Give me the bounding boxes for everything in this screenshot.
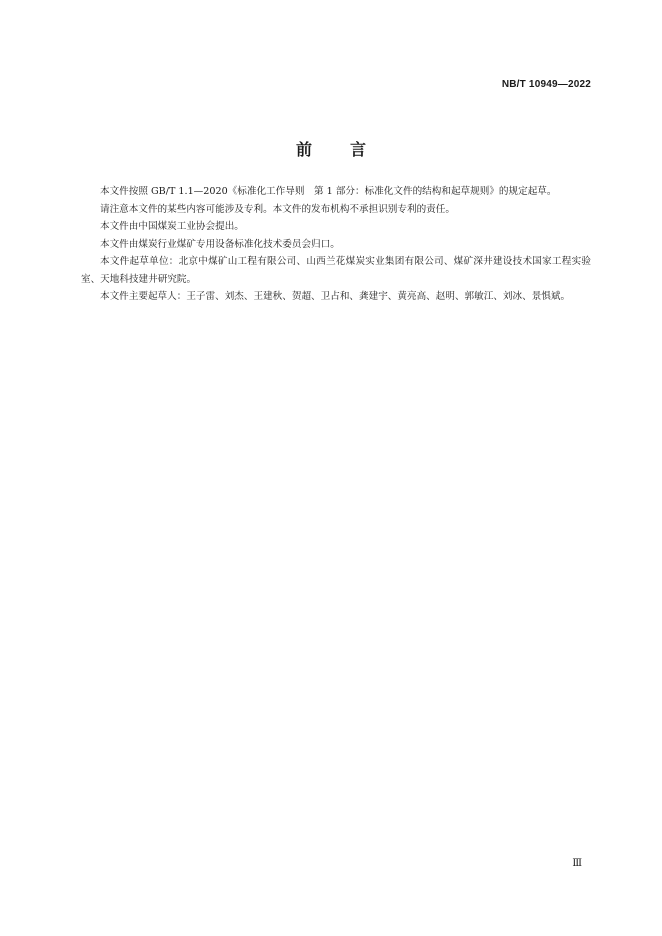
paragraph-drafters: 本文件主要起草人：王子雷、刘杰、王建秋、贺超、卫占和、龚建宇、黄亮高、赵明、郭敏江、刘冰、景惧斌。 [100, 291, 571, 302]
page-number: Ⅲ [572, 858, 582, 869]
paragraph-drafting-units: 本文件起草单位：北京中煤矿山工程有限公司、山西兰花煤炭实业集团有限公司、煤矿深井建设技术国家工程实验室、天地科技建井研究院。 [81, 256, 591, 285]
paragraph-technical-committee: 本文件由煤炭行业煤矿专用设备标准化技术委员会归口。 [100, 238, 340, 250]
paragraph-proposer: 本文件由中国煤炭工业协会提出。 [100, 221, 244, 232]
page-title: 前言 [295, 140, 404, 159]
standard-code: NB/T 10949—2022 [501, 79, 591, 90]
paragraph-drafting-rules: 本文件按照 GB/T 1.1—2020《标准化工作导则 第 1 部分：标准化文件的结构和起草规则》的规定起草。 [100, 186, 557, 197]
paragraph-patent-notice: 请注意本文件的某些内容可能涉及专利。本文件的发布机构不承担识别专利的责任。 [100, 203, 455, 215]
foreword-body [81, 183, 591, 306]
